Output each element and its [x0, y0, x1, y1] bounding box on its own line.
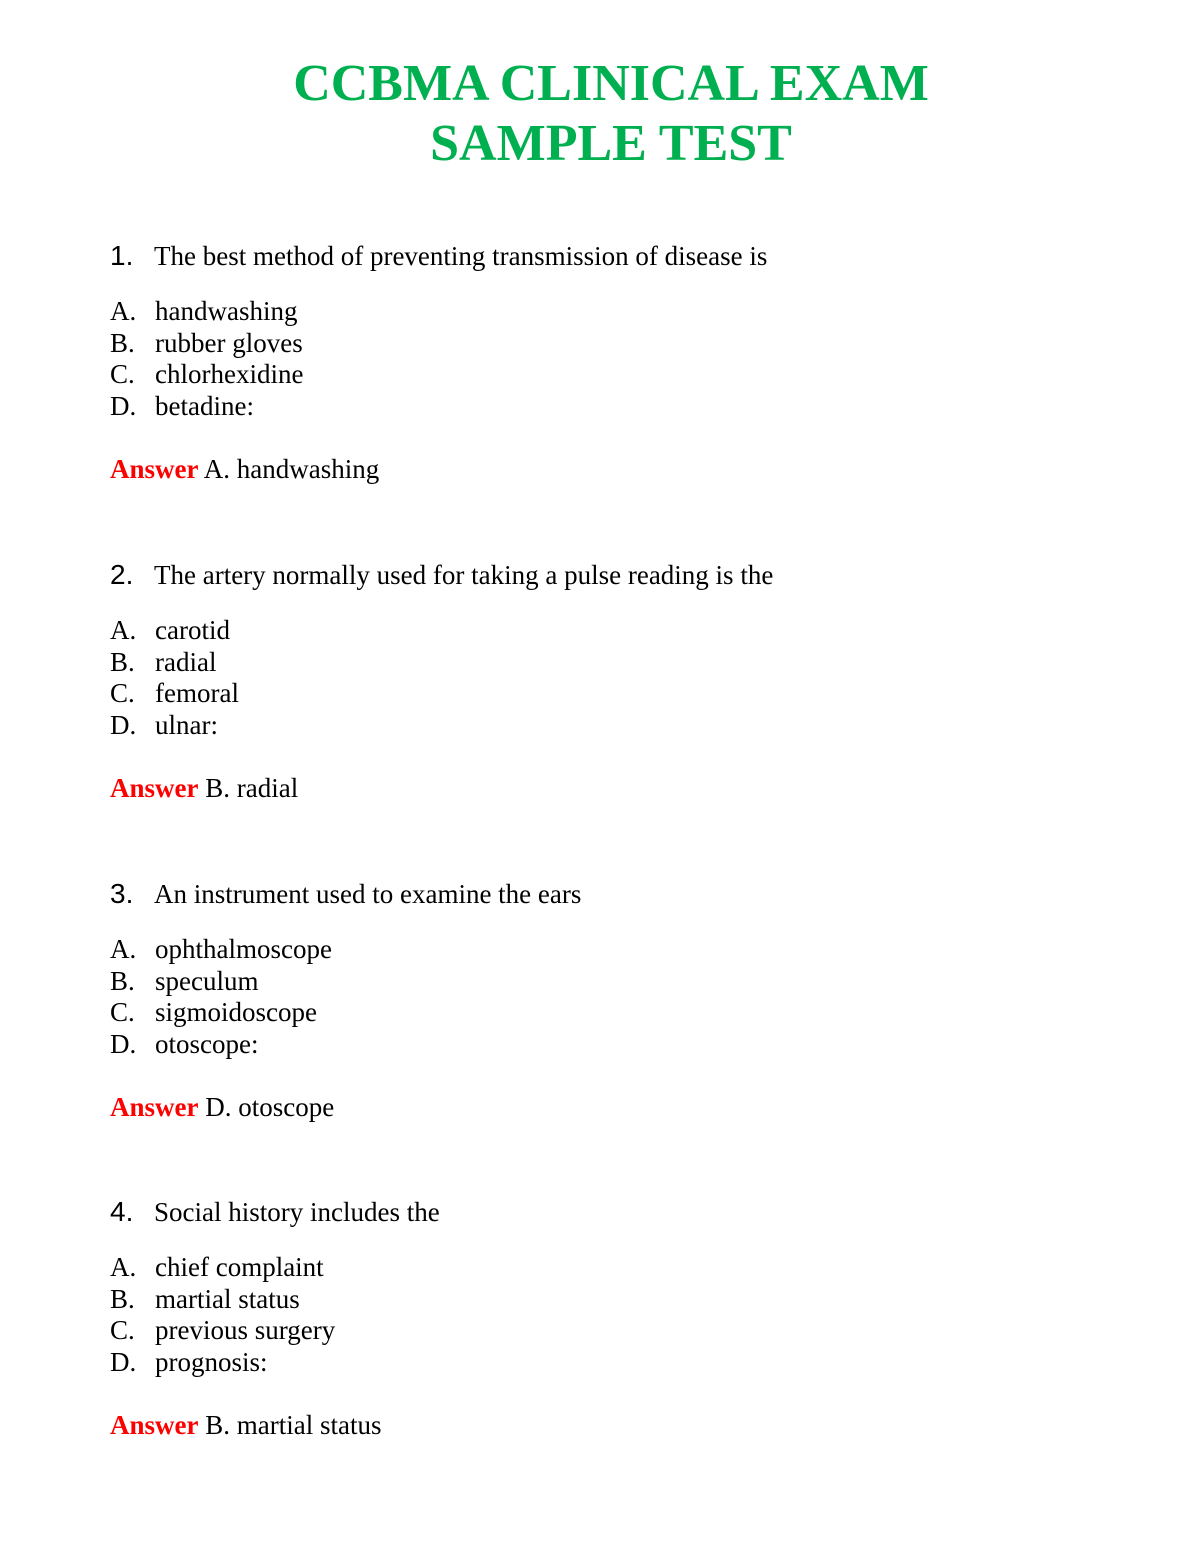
- option-letter: B.: [110, 1283, 135, 1314]
- option-a: [110, 615, 1110, 647]
- question-text: Social history includes the: [154, 1197, 440, 1227]
- option-b: [110, 966, 1110, 998]
- question-stem: [110, 1192, 1110, 1232]
- option-text: carotid: [155, 615, 230, 645]
- option-text: radial: [155, 646, 217, 677]
- option-letter: C.: [110, 1315, 135, 1345]
- option-c: [110, 359, 1110, 391]
- option-d: [110, 391, 1110, 423]
- option-b: [110, 647, 1110, 679]
- answer-text: B. martial status: [205, 1410, 382, 1440]
- question-3: [110, 874, 1110, 1124]
- option-b: [110, 328, 1110, 360]
- page-title: [0, 54, 1200, 174]
- question-stem: [110, 236, 1110, 276]
- option-letter: A.: [110, 615, 137, 645]
- answer-line: [110, 1410, 1110, 1442]
- question-number: 3.: [110, 878, 134, 909]
- question-4: [110, 1192, 1110, 1442]
- option-text: prognosis:: [155, 1346, 268, 1377]
- option-a: [110, 1252, 1110, 1284]
- option-letter: C.: [110, 678, 135, 708]
- option-letter: D.: [110, 709, 137, 740]
- option-a: [110, 296, 1110, 328]
- option-c: [110, 678, 1110, 710]
- title-line-2: SAMPLE TEST: [430, 115, 792, 172]
- answer-text: A. handwashing: [203, 454, 380, 484]
- option-c: [110, 997, 1110, 1029]
- question-number: 1.: [110, 240, 134, 271]
- answer-label: Answer: [110, 454, 199, 484]
- question-text: The best method of preventing transmission of disease is: [154, 241, 768, 271]
- option-list: [110, 1252, 1110, 1378]
- option-c: [110, 1315, 1110, 1347]
- option-letter: A.: [110, 1252, 137, 1282]
- option-text: sigmoidoscope: [155, 997, 317, 1027]
- option-text: handwashing: [155, 296, 298, 326]
- answer-label: Answer: [110, 1092, 199, 1122]
- question-stem: [110, 874, 1110, 914]
- option-letter: D.: [110, 1028, 137, 1059]
- question-1: [110, 236, 1110, 486]
- answer-line: [110, 773, 1110, 805]
- option-text: chief complaint: [155, 1252, 324, 1282]
- option-text: ophthalmoscope: [155, 934, 332, 964]
- option-letter: C.: [110, 997, 135, 1027]
- option-text: ulnar:: [155, 709, 218, 740]
- question-text: An instrument used to examine the ears: [154, 879, 582, 909]
- option-text: previous surgery: [155, 1315, 336, 1345]
- answer-label: Answer: [110, 773, 199, 803]
- option-text: martial status: [155, 1283, 300, 1314]
- option-list: [110, 934, 1110, 1060]
- option-d: [110, 1347, 1110, 1379]
- answer-text: B. radial: [205, 773, 299, 803]
- option-text: betadine:: [155, 390, 254, 421]
- option-text: femoral: [155, 678, 239, 708]
- question-2: [110, 555, 1110, 805]
- option-letter: B.: [110, 327, 135, 358]
- title-line-1: CCBMA CLINICAL EXAM: [293, 55, 929, 112]
- answer-line: [110, 454, 1110, 486]
- option-letter: A.: [110, 934, 137, 964]
- answer-label: Answer: [110, 1410, 199, 1440]
- option-letter: A.: [110, 296, 137, 326]
- option-list: [110, 296, 1110, 422]
- option-d: [110, 1029, 1110, 1061]
- option-letter: C.: [110, 359, 135, 389]
- option-a: [110, 934, 1110, 966]
- option-letter: B.: [110, 965, 135, 996]
- option-text: otoscope:: [155, 1028, 259, 1059]
- question-number: 2.: [110, 559, 134, 590]
- option-letter: D.: [110, 390, 137, 421]
- option-list: [110, 615, 1110, 741]
- question-number: 4.: [110, 1196, 134, 1227]
- option-letter: D.: [110, 1346, 137, 1377]
- question-stem: [110, 555, 1110, 595]
- answer-line: [110, 1092, 1110, 1124]
- option-text: rubber gloves: [155, 327, 303, 358]
- question-text: The artery normally used for taking a pulse reading is the: [154, 560, 774, 590]
- option-text: speculum: [155, 965, 259, 996]
- answer-text: D. otoscope: [205, 1092, 335, 1122]
- option-letter: B.: [110, 646, 135, 677]
- option-text: chlorhexidine: [155, 359, 304, 389]
- option-b: [110, 1284, 1110, 1316]
- option-d: [110, 710, 1110, 742]
